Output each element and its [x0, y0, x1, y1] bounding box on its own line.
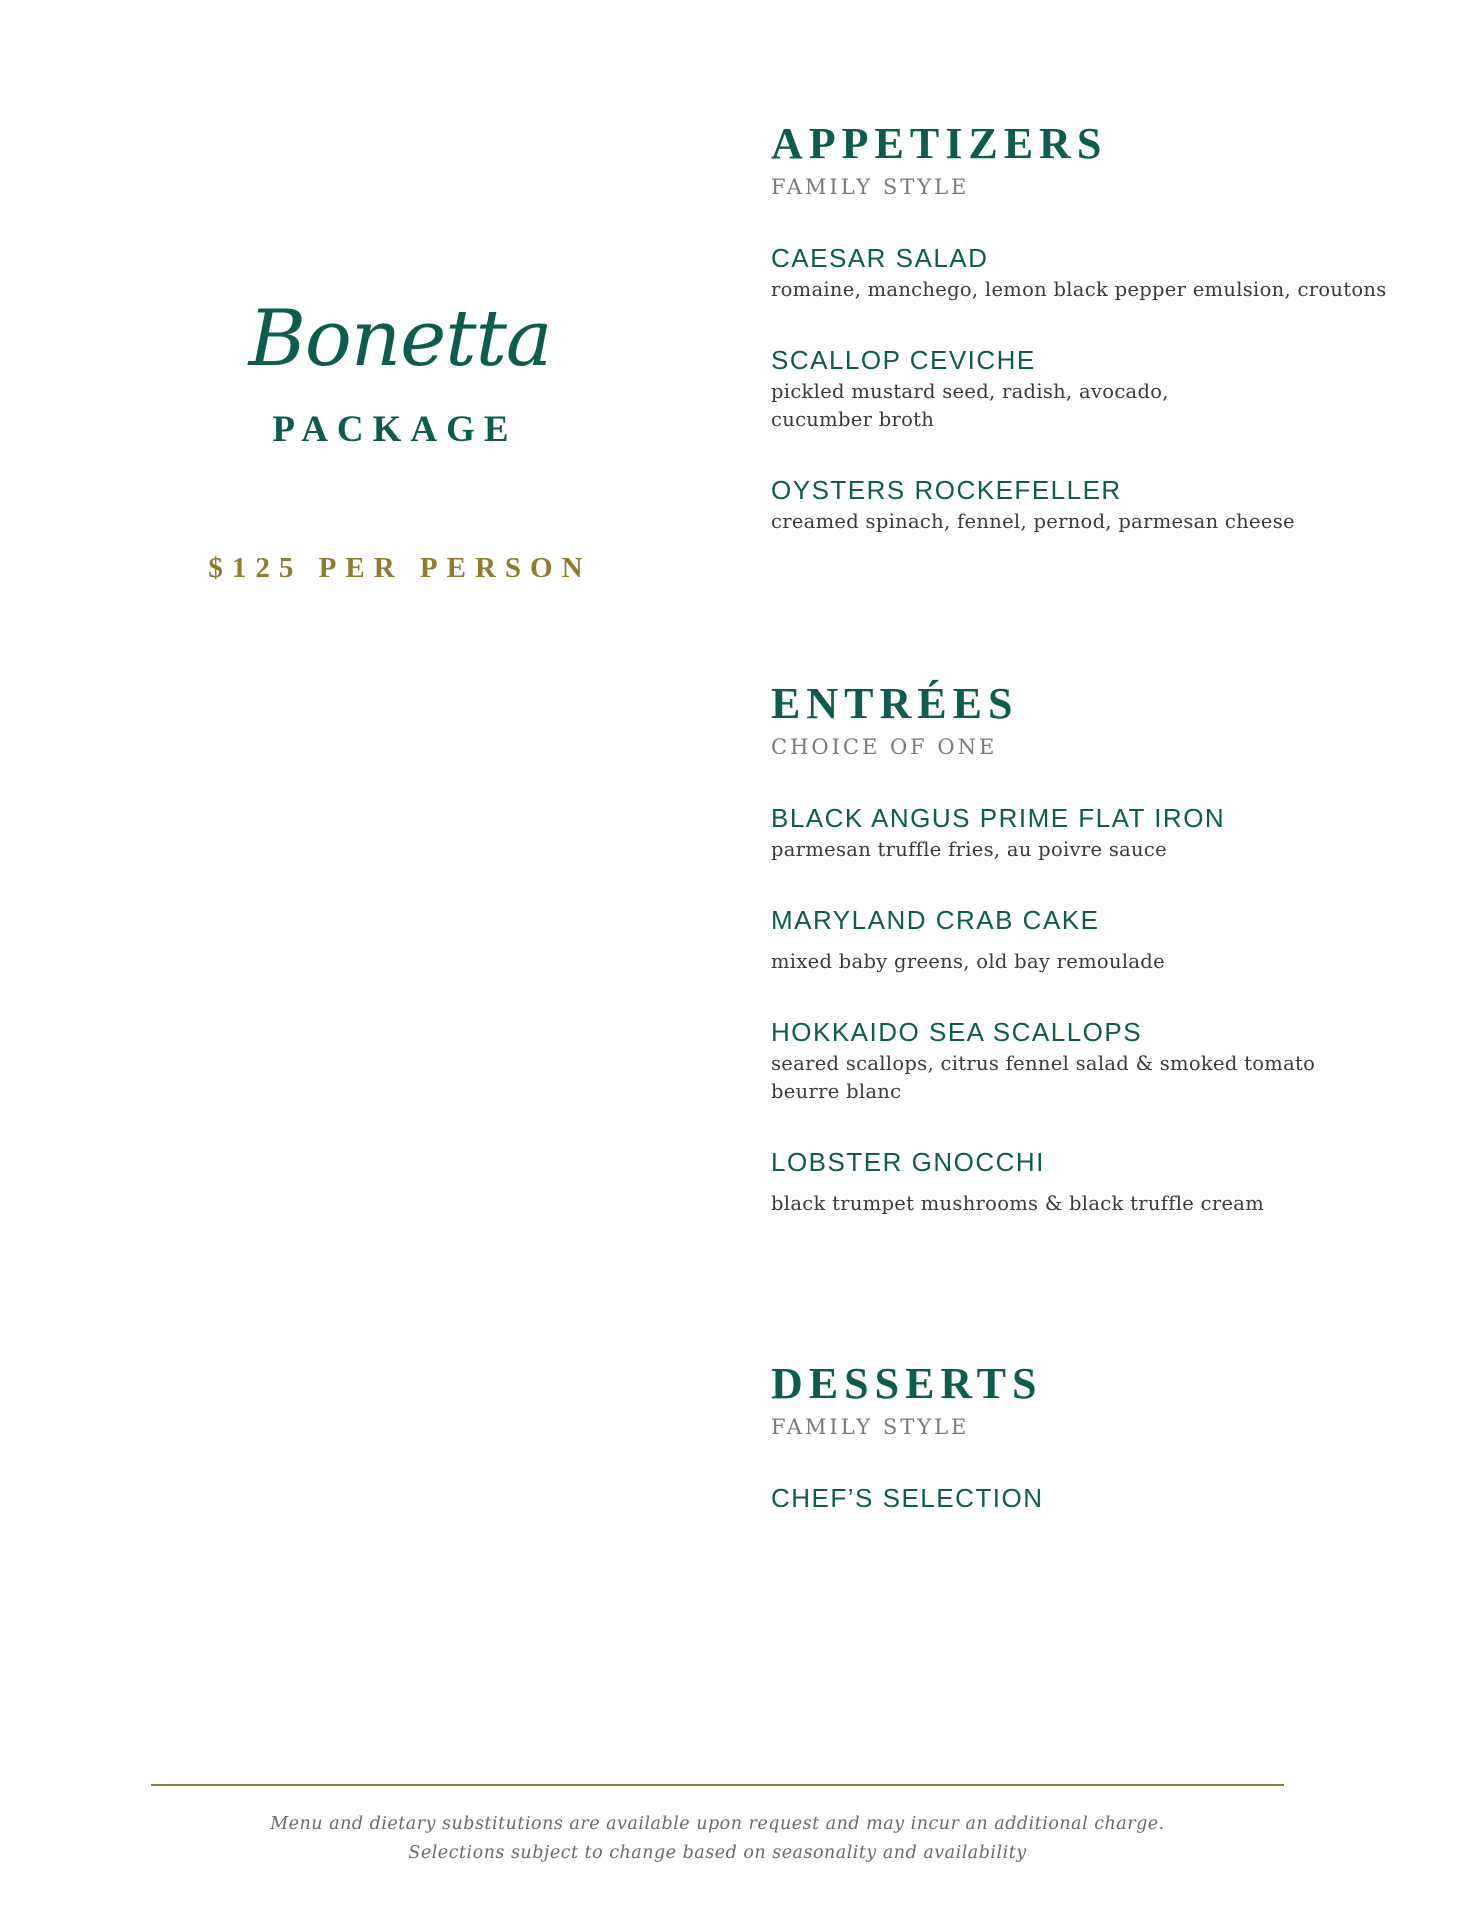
item-name: LOBSTER GNOCCHI [771, 1147, 1045, 1177]
menu-item [771, 1016, 1431, 1106]
item-description: black trumpet mushrooms & black truffle cream [771, 1192, 1265, 1215]
bonetta-logo: Bonetta [248, 294, 552, 384]
menu-item [771, 1146, 1431, 1218]
item-description: seared scallops, citrus fennel salad & smoked tomato beurre blanc [771, 1052, 1316, 1103]
section-title: APPETIZERS [771, 119, 1108, 168]
section-desserts [771, 1358, 1431, 1514]
menu-item [771, 1482, 1431, 1514]
menu-item [771, 904, 1431, 976]
item-name: BLACK ANGUS PRIME FLAT IRON [771, 803, 1226, 833]
item-name: CHEF’S SELECTION [771, 1483, 1044, 1513]
item-description: parmesan truffle fries, au poivre sauce [771, 838, 1167, 861]
brand-block [180, 294, 600, 451]
section-title: DESSERTS [771, 1359, 1043, 1408]
price-label: $125 PER PERSON [208, 552, 592, 584]
menu-item [771, 474, 1431, 536]
menu-item [771, 242, 1431, 304]
item-description: creamed spinach, fennel, pernod, parmesan cheese [771, 510, 1295, 533]
item-name: MARYLAND CRAB CAKE [771, 905, 1100, 935]
footer-note [151, 1810, 1284, 1868]
section-subtitle: CHOICE OF ONE [771, 735, 998, 759]
item-description: mixed baby greens, old bay remoulade [771, 950, 1165, 973]
footer-divider [151, 1784, 1284, 1786]
section-subtitle: FAMILY STYLE [771, 175, 970, 199]
section-entrees [771, 678, 1431, 1218]
item-description: romaine, manchego, lemon black pepper emulsion, croutons [771, 278, 1387, 301]
footer-line-1: Menu and dietary substitutions are available upon request and may incur an additional charge. [270, 1814, 1165, 1834]
item-name: OYSTERS ROCKEFELLER [771, 475, 1122, 505]
item-name: CAESAR SALAD [771, 243, 989, 273]
section-subtitle: FAMILY STYLE [771, 1415, 970, 1439]
item-description: pickled mustard seed, radish, avocado, cucumber broth [771, 380, 1169, 431]
package-label: PACKAGE [272, 409, 518, 450]
menu-item [771, 802, 1431, 864]
section-appetizers [771, 118, 1431, 536]
footer-line-2: Selections subject to change based on seasonality and availability [408, 1843, 1027, 1863]
section-title: ENTRÉES [771, 679, 1019, 728]
menu-item [771, 344, 1431, 434]
item-name: HOKKAIDO SEA SCALLOPS [771, 1017, 1143, 1047]
item-name: SCALLOP CEVICHE [771, 345, 1036, 375]
